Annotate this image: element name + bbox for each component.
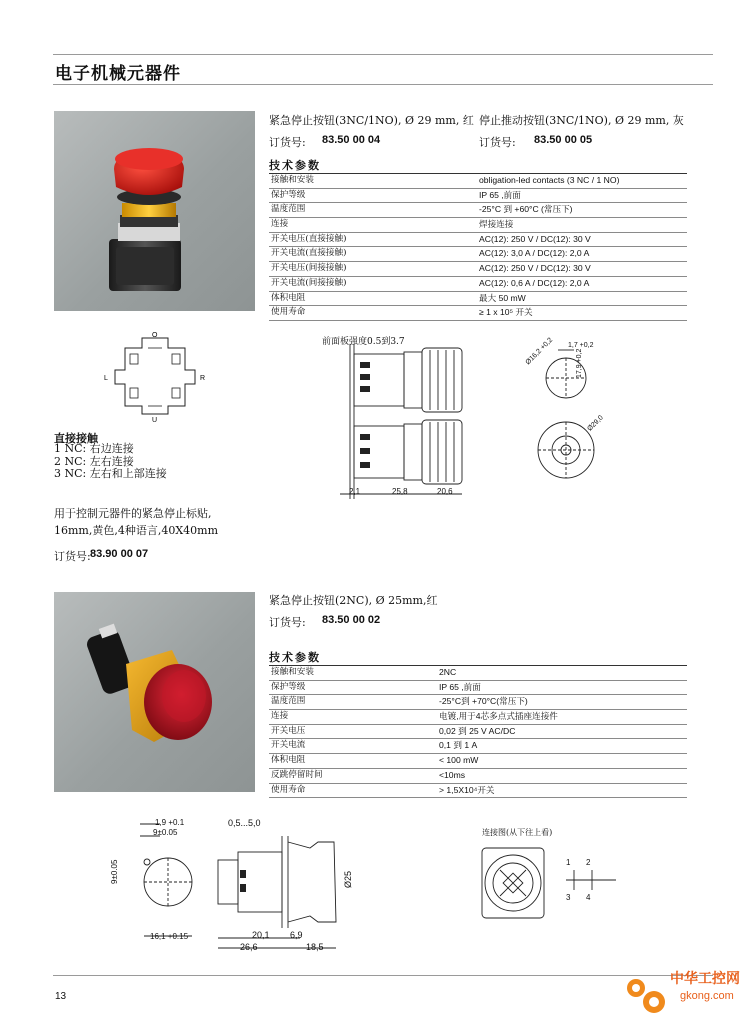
spec-key: 接触和安装: [271, 175, 314, 185]
emergency-stop-button-image: [54, 111, 255, 311]
gear-icon: [620, 970, 670, 1020]
p2-dim-d: 16,1 +0.15: [150, 932, 189, 941]
spec-row: [269, 306, 687, 321]
product1-order-label-a: 订货号:: [269, 136, 306, 149]
switch-symbol: [566, 858, 626, 912]
spec-key: 保护等级: [271, 189, 306, 200]
spec-row: [269, 754, 687, 769]
dim-label-d2: 25,8: [392, 487, 408, 496]
product2-photo: [54, 592, 255, 792]
dim-label-dia: Ø16,2 +0,2: [524, 336, 555, 367]
spec-row: [269, 277, 687, 292]
spec-key: 保护等级: [271, 681, 306, 692]
p2-dim-h: 26,6: [240, 942, 258, 952]
spec-row: [269, 769, 687, 784]
spec-key: 温度范围: [271, 696, 306, 707]
product1-photo: [54, 111, 255, 311]
spec-row: [269, 233, 687, 248]
p2-dim-a: 1,9 +0.1: [155, 818, 185, 827]
spec-value: IP 65 ,前面: [479, 189, 521, 200]
spec-key: 温度范围: [271, 204, 306, 215]
spec-value: > 1,5X10⁴开关: [439, 784, 495, 795]
product1-side-drawing: [340, 344, 480, 508]
spec-value: 0,02 到 25 V AC/DC: [439, 725, 516, 736]
spec-value: -25°C 到 +60°C (常压下): [479, 204, 573, 215]
p2-dim-f: 20,1: [252, 930, 270, 940]
spec-key: 使用寿命: [271, 784, 306, 795]
connection-diagram: [478, 844, 571, 928]
terminal-4: 4: [586, 893, 591, 902]
contact-list: [54, 443, 167, 481]
spec-key: 使用寿命: [271, 307, 306, 318]
wiring-label-l: L: [104, 375, 108, 382]
spec-value: ≥ 1 x 10⁵ 开关: [479, 307, 533, 318]
spec-key: 体积电阻: [271, 292, 306, 303]
product1-name-a: 紧急停止按钮(3NC/1NO), Ø 29 mm, 红: [269, 114, 474, 127]
product1-order-label-b: 订货号:: [479, 136, 516, 149]
footer-rule: [53, 975, 713, 976]
spec-value: AC(12): 250 V / DC(12): 30 V: [479, 263, 591, 274]
spec-row: [269, 189, 687, 204]
spec-row: [269, 681, 687, 696]
spec-row: [269, 739, 687, 754]
accessory-line1: 用于控制元器件的紧急停止标贴,: [54, 507, 212, 520]
p2-dim-i: 18,5: [306, 942, 324, 952]
spec-key: 开关电流(间接接触): [271, 277, 347, 288]
contact-item: 2 NC: 左右连接: [54, 454, 134, 468]
product1-order-b: 83.50 00 05: [534, 134, 593, 146]
conn-caption: 连接图(从下往上看): [482, 828, 553, 837]
spec-key: 开关电压(间接接触): [271, 263, 347, 274]
spec-row: [269, 725, 687, 740]
spec-value: <10ms: [439, 769, 466, 780]
wiring-label-u: U: [152, 417, 158, 424]
spec-row: [269, 695, 687, 710]
product1-specs-heading: 技术参数: [269, 159, 321, 172]
spec-row: [269, 218, 687, 233]
accessory-order: 83.90 00 07: [90, 548, 149, 560]
spec-row: [269, 203, 687, 218]
product1-wiring-diagram: [100, 330, 210, 424]
spec-row: [269, 262, 687, 277]
wiring-label-r: R: [200, 375, 206, 382]
dim-label-top: 1,7 +0,2: [568, 342, 594, 349]
terminal-1: 1: [566, 858, 571, 867]
product1-specs-table: [269, 173, 687, 321]
dim-label-d3: 20,6: [437, 487, 453, 496]
spec-value: 0,1 到 1 A: [439, 740, 478, 751]
spec-value: AC(12): 0,6 A / DC(12): 2,0 A: [479, 277, 590, 288]
spec-value: 2NC: [439, 667, 457, 677]
p2-dim-j: Ø25: [343, 870, 353, 888]
spec-key: 反跳停留时间: [271, 769, 323, 780]
product1-order-a: 83.50 00 04: [322, 134, 381, 146]
page-number: 13: [55, 991, 67, 1002]
contact-heading: 直接接触: [54, 432, 98, 445]
spec-value: AC(12): 250 V / DC(12): 30 V: [479, 233, 591, 244]
spec-key: 开关电流(直接接触): [271, 248, 347, 259]
product2-order: 83.50 00 02: [322, 614, 381, 626]
product2-name: 紧急停止按钮(2NC), Ø 25mm,红: [269, 594, 438, 607]
page-title: 电子机械元器件: [55, 64, 181, 84]
spec-row: [269, 247, 687, 262]
dim-label-d1: 2,1: [349, 487, 361, 496]
spec-value: -25°C到 +70°C(常压下): [439, 696, 528, 707]
spec-value: 最大 50 mW: [479, 292, 526, 303]
terminal-2: 2: [586, 858, 591, 867]
product1-name-b: 停止推动按钮(3NC/1NO), Ø 29 mm, 灰: [479, 114, 684, 127]
wiring-label-o: O: [152, 332, 158, 339]
p2-dim-c: 9±0.05: [110, 859, 119, 884]
p2-dim-b: 9±0.05: [153, 828, 178, 837]
spec-value: IP 65 ,前面: [439, 681, 481, 692]
spec-row: [269, 292, 687, 307]
accessory-order-label: 订货号:: [54, 550, 91, 563]
header-rule-top: [53, 54, 713, 55]
spec-key: 接触和安装: [271, 667, 314, 677]
accessory-line2: 16mm,黄色,4种语言,40X40mm: [54, 524, 219, 537]
watermark-cn: 中华工控网: [670, 971, 740, 987]
spec-key: 开关电压(直接接触): [271, 233, 347, 244]
dim-label-circ: Ø29,0: [586, 414, 605, 433]
emergency-stop-2nc-image: [54, 592, 255, 792]
product2-order-label: 订货号:: [269, 616, 306, 629]
watermark-logo: [620, 966, 750, 1020]
spec-key: 连接: [271, 219, 289, 230]
spec-row: [269, 784, 687, 799]
p2-dim-e: 0,5...5,0: [228, 818, 261, 828]
product2-specs-heading: 技术参数: [269, 651, 321, 664]
contact-item: 1 NC: 右边连接: [54, 442, 134, 455]
product2-side-drawing: [210, 826, 360, 960]
terminal-3: 3: [566, 893, 571, 902]
p2-dim-g: 6,9: [290, 930, 303, 940]
spec-row: [269, 710, 687, 725]
spec-value: < 100 mW: [439, 755, 479, 766]
watermark-url: gkong.com: [680, 990, 734, 1002]
panel-thickness-label: 前面板强度0.5到3.7: [322, 337, 405, 347]
spec-value: obligation-led contacts (3 NC / 1 NO): [479, 175, 620, 185]
spec-key: 开关电流: [271, 740, 306, 751]
spec-row: [269, 174, 687, 189]
spec-value: 电镀,用于4芯多点式插座连接件: [439, 711, 558, 722]
spec-key: 连接: [271, 711, 289, 722]
dim-label-side: 17,9 +0,2: [576, 348, 583, 378]
spec-value: 焊接连接: [479, 219, 514, 230]
header-rule-bottom: [53, 84, 713, 85]
spec-key: 体积电阻: [271, 755, 306, 766]
spec-row: [269, 666, 687, 681]
spec-key: 开关电压: [271, 725, 306, 736]
contact-item: 3 NC: 左右和上部连接: [54, 467, 167, 480]
spec-value: AC(12): 3,0 A / DC(12): 2,0 A: [479, 248, 590, 259]
product2-specs-table: [269, 665, 687, 798]
